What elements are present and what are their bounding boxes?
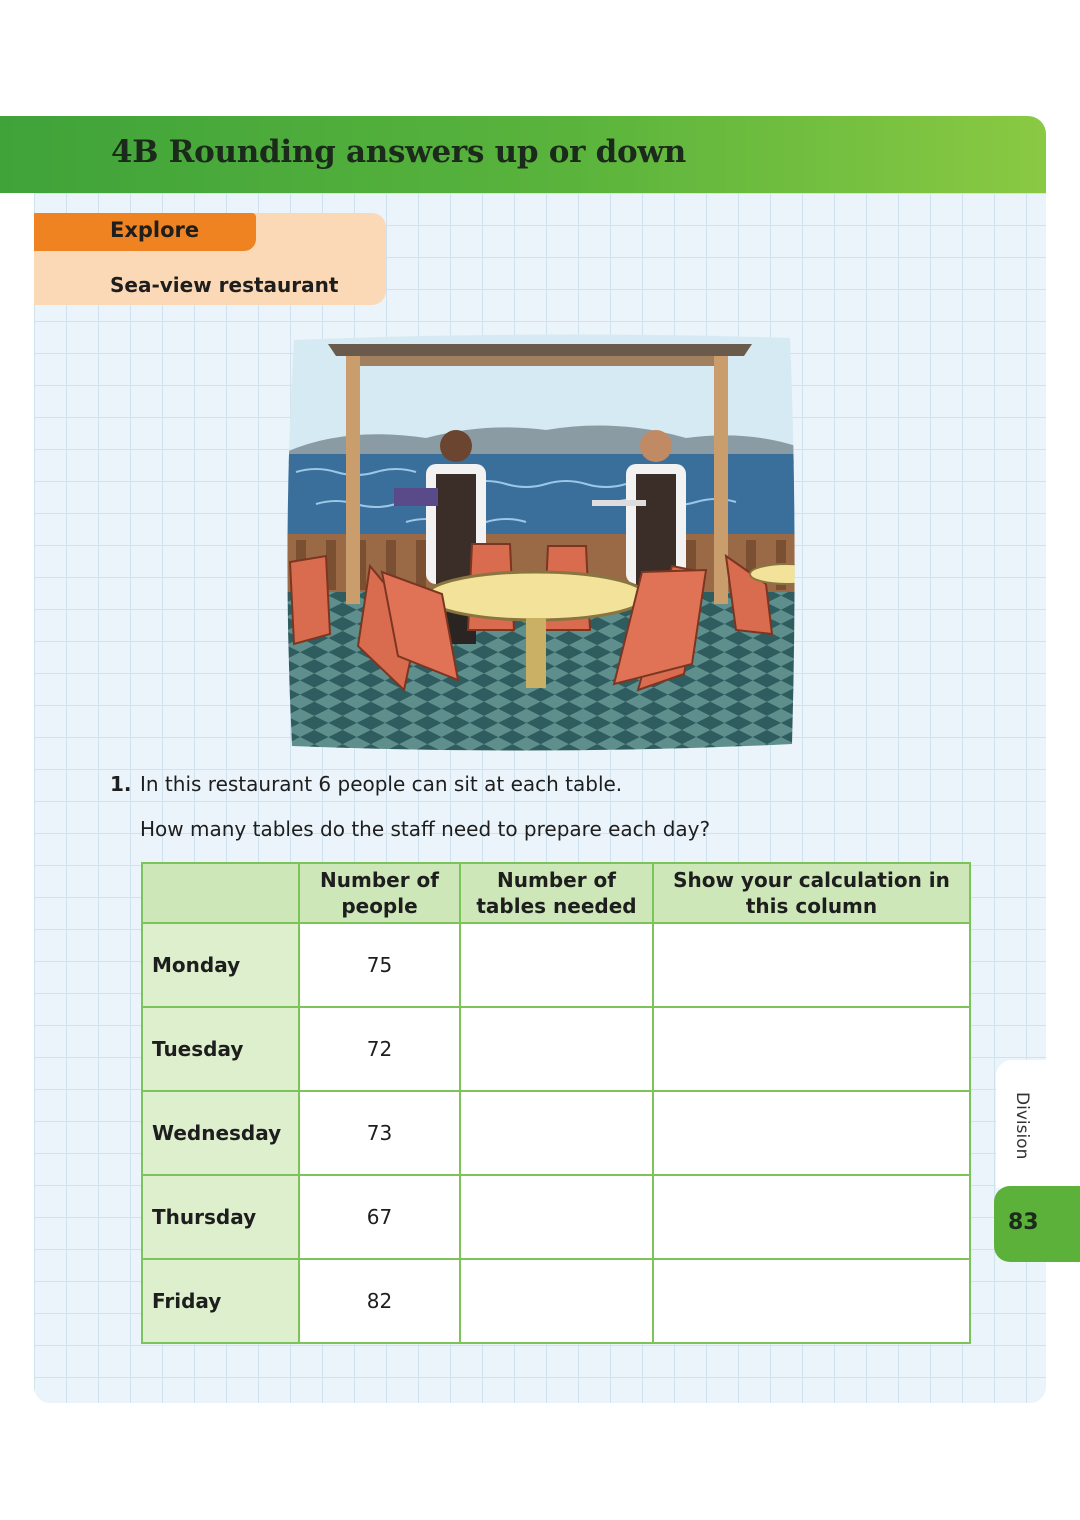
restaurant-illustration	[286, 334, 796, 752]
page-title: 4B Rounding answers up or down	[111, 134, 686, 170]
question-text: In this restaurant 6 people can sit at each table.	[140, 772, 623, 796]
table-row	[142, 923, 970, 1007]
table-header-row	[142, 863, 970, 923]
section-label: Division	[1012, 1092, 1032, 1160]
calculation-cell[interactable]	[653, 1175, 970, 1259]
section-subtitle: Sea-view restaurant	[110, 273, 339, 297]
row-day: Wednesday	[142, 1091, 299, 1175]
table-row	[142, 1259, 970, 1343]
table-row	[142, 1007, 970, 1091]
question-number: 1.	[110, 772, 132, 796]
row-people: 72	[299, 1007, 460, 1091]
table-row	[142, 1175, 970, 1259]
tables-needed-cell[interactable]	[460, 1091, 653, 1175]
row-people: 73	[299, 1091, 460, 1175]
row-people: 67	[299, 1175, 460, 1259]
page-number: 83	[1008, 1210, 1039, 1235]
header-tables-needed: Number of tables needed	[460, 863, 653, 923]
row-day: Thursday	[142, 1175, 299, 1259]
row-people: 75	[299, 923, 460, 1007]
calculation-cell[interactable]	[653, 1007, 970, 1091]
tables-worksheet	[141, 862, 971, 1344]
header-calculation: Show your calculation in this column	[653, 863, 970, 923]
explore-label: Explore	[110, 218, 200, 242]
header-day	[142, 863, 299, 923]
row-people: 82	[299, 1259, 460, 1343]
tables-needed-cell[interactable]	[460, 1259, 653, 1343]
row-day: Friday	[142, 1259, 299, 1343]
header-number-of-people: Number of people	[299, 863, 460, 923]
tables-needed-cell[interactable]	[460, 1175, 653, 1259]
section-tab	[996, 1060, 1080, 1188]
calculation-cell[interactable]	[653, 1091, 970, 1175]
row-day: Monday	[142, 923, 299, 1007]
row-day: Tuesday	[142, 1007, 299, 1091]
question-prompt: How many tables do the staff need to prepare each day?	[140, 817, 711, 841]
calculation-cell[interactable]	[653, 1259, 970, 1343]
table-row	[142, 1091, 970, 1175]
calculation-cell[interactable]	[653, 923, 970, 1007]
tables-needed-cell[interactable]	[460, 923, 653, 1007]
tables-needed-cell[interactable]	[460, 1007, 653, 1091]
